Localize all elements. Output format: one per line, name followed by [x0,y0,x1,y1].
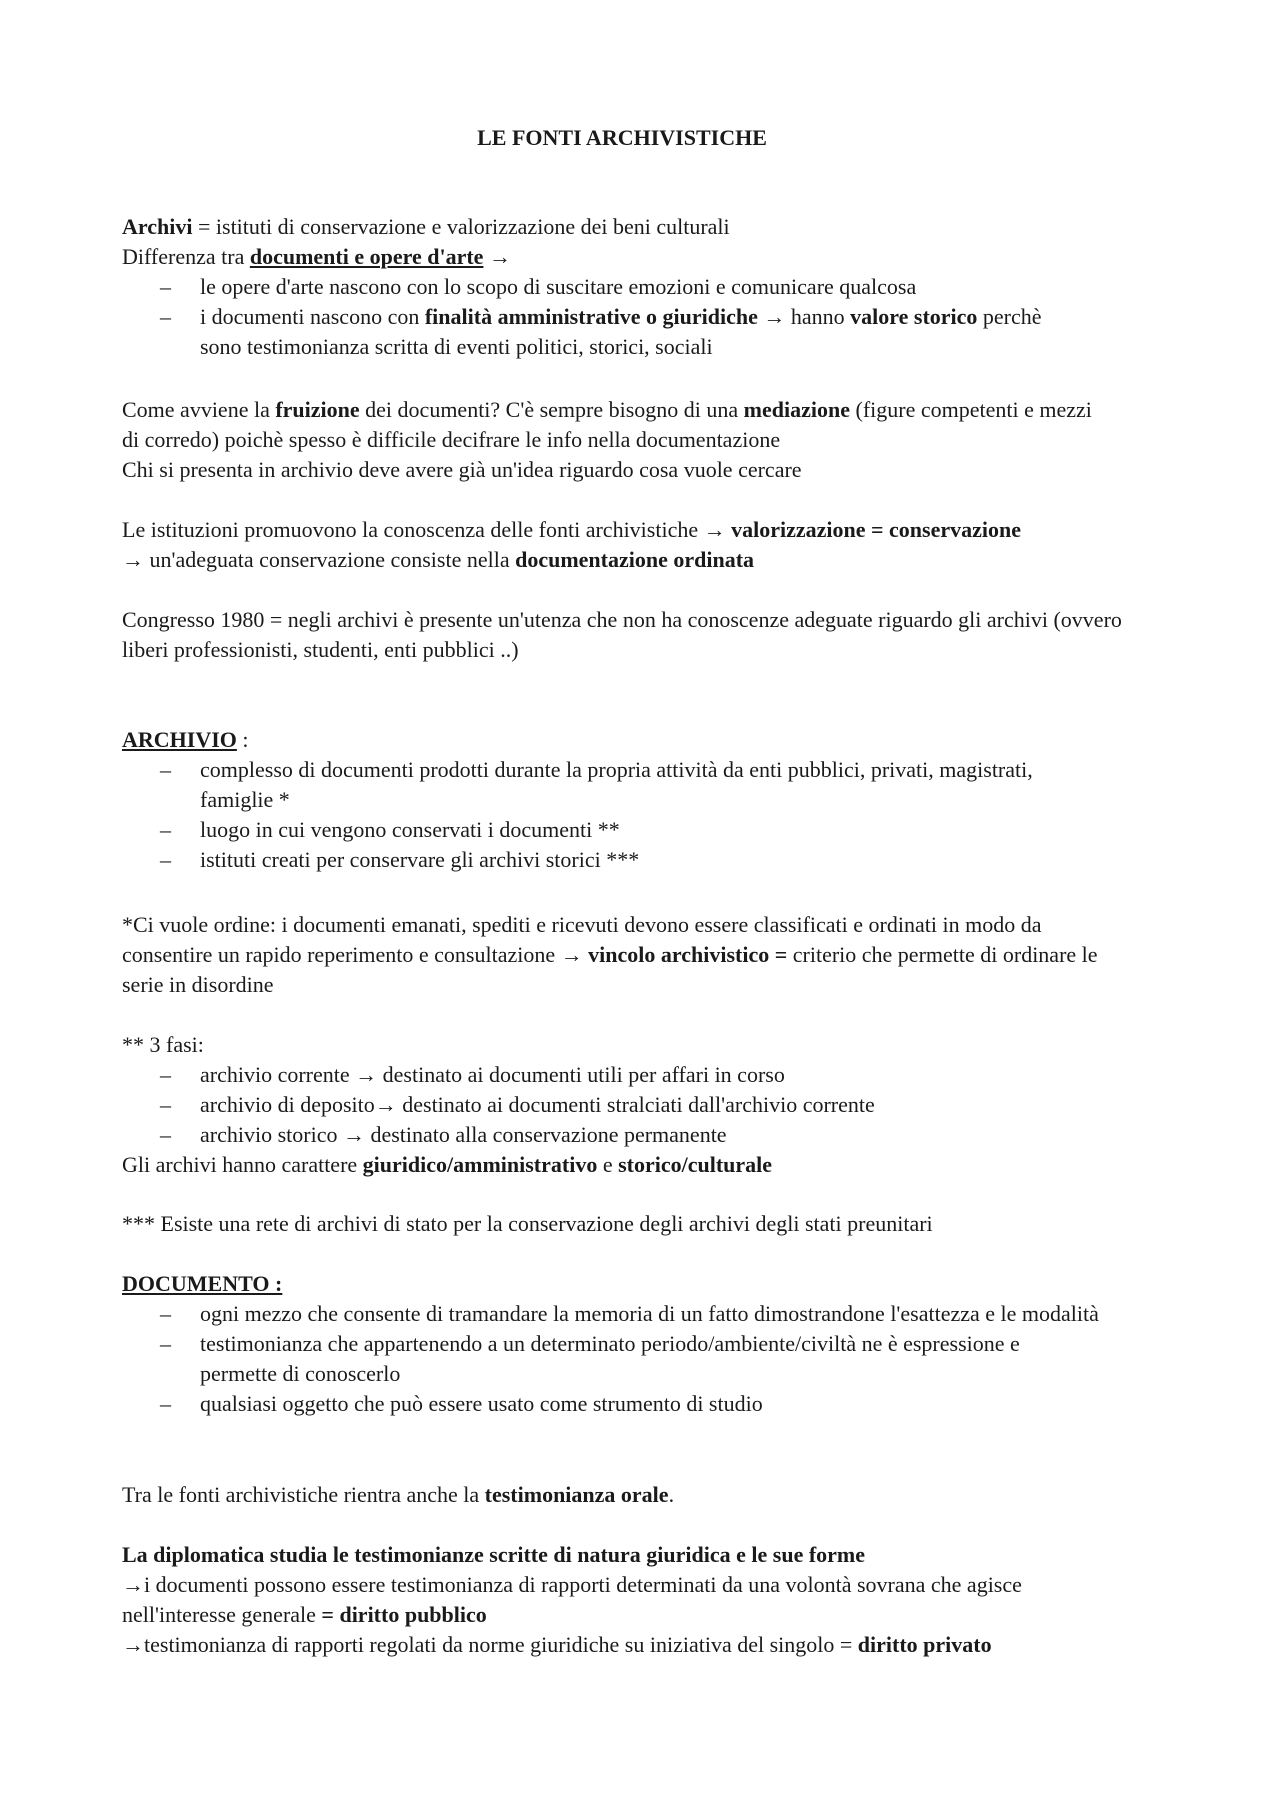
list-item: – qualsiasi oggetto che può essere usato come strumento di studio [122,1389,1122,1419]
congresso-section [122,605,1122,665]
diplomatica-section [122,1540,1162,1660]
archivi-term: Archivi [122,214,193,239]
fruizione-paragraph: Come avviene la fruizione dei documenti? C'è sempre bisogno di una mediazione (figure competenti e mezzi di corredo) poichè spesso è difficile decifrare le info nella documentazione [122,397,1092,452]
note-rete-text: *** Esiste una rete di archivi di stato per la conservazione degli archivi degli stati preunitari [122,1211,933,1236]
list-item: – complesso di documenti prodotti durante la propria attività da enti pubblici, privati, magistrati, famiglie * [122,755,1080,815]
istituzioni-section [122,515,1062,575]
diplomatica-pubblico: →i documenti possono essere testimonianza di rapporti determinati da una volontà sovrana che agisce nell'interesse generale = diritto pubblico [122,1572,1022,1627]
list-item: – testimonianza che appartenendo a un determinato periodo/ambiente/civiltà ne è espressione e permette di conoscerlo [122,1329,1100,1389]
note-ordine [122,910,1122,1000]
fasi-list [122,1060,1122,1150]
list-item: – archivio corrente → destinato ai documenti utili per affari in corso [122,1060,1122,1090]
note-ordine-paragraph: *Ci vuole ordine: i documenti emanati, spediti e ricevuti devono essere classificati e ordinati in modo da consentire un rapido reperimento e consultazione → vincolo archivistico = criterio che permette di ordinare le serie in disordine [122,912,1098,997]
documento-heading: DOCUMENTO : [122,1271,283,1296]
page-title: LE FONTI ARCHIVISTICHE [477,125,767,150]
differenza-arrow: → [483,244,511,269]
differenza-list [122,272,1122,362]
fasi-heading: ** 3 fasi: [122,1032,204,1057]
archivio-list [122,755,1122,875]
diplomatica-privato: →testimonianza di rapporti regolati da norme giuridiche su iniziativa del singolo = diritto privato [122,1632,992,1657]
list-item: – archivio di deposito→ destinato ai documenti stralciati dall'archivio corrente [122,1090,1122,1120]
diplomatica-heading: La diplomatica studia le testimonianze scritte di natura giuridica e le sue forme [122,1542,866,1567]
differenza-term: documenti e opere d'arte [249,244,484,269]
list-item: – i documenti nascono con finalità amministrative o giuridiche → hanno valore storico perchè sono testimonianza scritta di eventi politici, storici, sociali [122,302,1080,362]
orale-section: Tra le fonti archivistiche rientra anche la testimonianza orale. [122,1482,675,1507]
documento-section [122,1269,1122,1419]
istituzioni-paragraph: Le istituzioni promuovono la conoscenza delle fonti archivistiche → valorizzazione = conservazione → un'adeguata conservazione consiste nella documentazione ordinata [122,517,1022,572]
note-fasi [122,1030,1122,1180]
congresso-paragraph: Congresso 1980 = negli archivi è presente un'utenza che non ha conoscenze adeguate riguardo gli archivi (ovvero liberi professionisti, studenti, enti pubblici ..) [122,607,1122,662]
list-item: – ogni mezzo che consente di tramandare la memoria di un fatto dimostrandone l'esattezza e le modalità [122,1299,1120,1329]
list-item: – luogo in cui vengono conservati i documenti ** [122,815,1122,845]
archivio-heading: ARCHIVIO [122,727,237,752]
list-item: – istituti creati per conservare gli archivi storici *** [122,845,1122,875]
list-item: – archivio storico → destinato alla conservazione permanente [122,1120,1122,1150]
archivi-definition: = istituti di conservazione e valorizzazione dei beni culturali [192,214,730,239]
archivio-section: ARCHIVIO : – complesso di documenti prodotti durante la propria attività da enti pubblici, privati, magistrati, famiglie * – luogo in cui vengono conservati i documenti ** – istituti creati per conservare gli archivi storici *** [122,725,1122,875]
differenza-text: Differenza tra [122,244,250,269]
note-rete [122,1209,1182,1239]
carattere-line: Gli archivi hanno carattere giuridico/amministrativo e storico/culturale [122,1152,773,1177]
list-item: – le opere d'arte nascono con lo scopo di suscitare emozioni e comunicare qualcosa [122,272,1122,302]
intro-section [122,212,1182,362]
fruizione-section [122,395,1122,485]
fruizione-line: Chi si presenta in archivio deve avere già un'idea riguardo cosa vuole cercare [122,457,802,482]
documento-list [122,1299,1122,1419]
testimonianza-orale: testimonianza orale [484,1482,669,1507]
